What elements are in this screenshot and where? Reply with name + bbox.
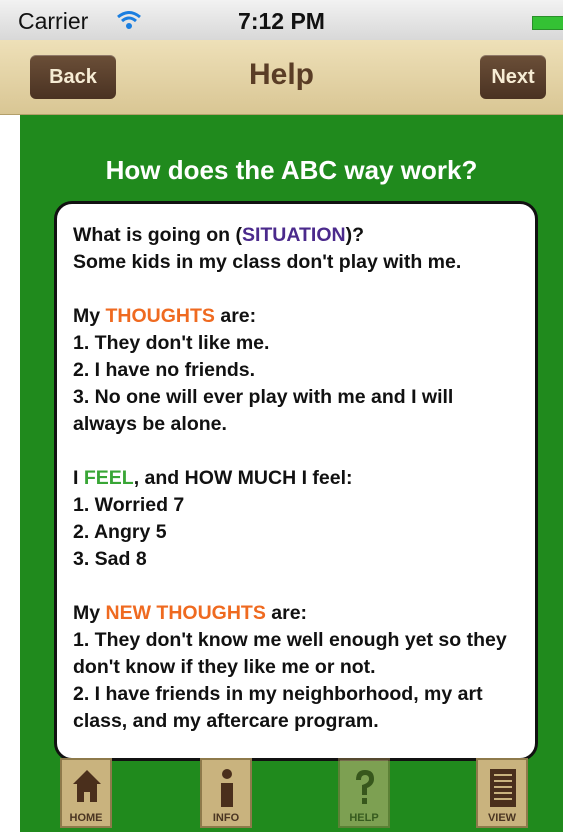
feel-keyword: FEEL <box>83 467 134 489</box>
status-time: 7:12 PM <box>238 8 325 34</box>
thought-item: 2. I have no friends. <box>73 359 256 381</box>
status-bar <box>0 0 563 40</box>
thoughts-heading: My THOUGHTS are: <box>73 305 257 327</box>
tab-help[interactable] <box>338 758 390 828</box>
home-icon <box>72 768 102 804</box>
battery-icon <box>532 16 563 30</box>
thought-item: 1. They don't like me. <box>73 332 270 354</box>
feeling-item: 3. Sad 8 <box>73 548 147 570</box>
new-thoughts-keyword: NEW THOUGHTS <box>105 602 266 624</box>
question-icon <box>350 768 380 808</box>
back-button[interactable]: Back <box>30 55 116 99</box>
feeling-item: 2. Angry 5 <box>73 521 167 543</box>
help-card[interactable] <box>54 201 538 761</box>
carrier-label: Carrier <box>18 8 89 34</box>
info-icon <box>212 768 242 808</box>
thought-item: 3. No one will ever play with me and I will always be alone. <box>73 386 454 435</box>
new-thought-item: 2. I have friends in my neighborhood, my art class, and my aftercare program. <box>73 683 483 732</box>
help-heading: How does the ABC way work? <box>105 155 478 185</box>
tab-view-label: VIEW <box>487 812 517 824</box>
tab-home-label: HOME <box>69 812 103 824</box>
feel-heading: I FEEL, and HOW MUCH I feel: <box>73 467 353 489</box>
thoughts-keyword: THOUGHTS <box>105 305 215 327</box>
tab-info[interactable] <box>200 758 252 828</box>
tab-home[interactable] <box>60 758 112 828</box>
list-icon <box>488 768 518 808</box>
new-thoughts-heading: My NEW THOUGHTS are: <box>73 602 308 624</box>
situation-keyword: SITUATION <box>241 224 346 246</box>
page-title: Help <box>248 58 314 91</box>
tab-bar <box>20 755 563 832</box>
next-button[interactable]: Next <box>480 55 546 99</box>
situation-question: What is going on (SITUATION)? <box>73 224 365 246</box>
navigation-bar <box>0 40 563 115</box>
situation-answer: Some kids in my class don't play with me. <box>73 251 462 273</box>
content-area <box>20 115 563 832</box>
feeling-item: 1. Worried 7 <box>73 494 185 516</box>
help-text <box>57 204 535 735</box>
tab-view[interactable] <box>476 758 528 828</box>
tab-help-label: HELP <box>349 812 379 824</box>
tab-info-label: INFO <box>212 812 240 824</box>
new-thought-item: 1. They don't know me well enough yet so they don't know if they like me or not. <box>73 629 507 678</box>
